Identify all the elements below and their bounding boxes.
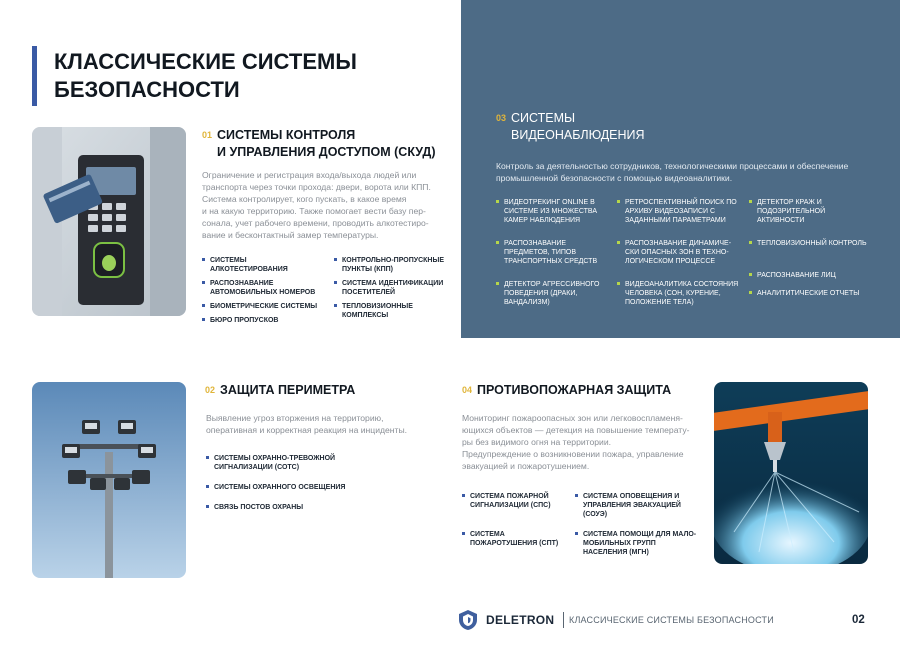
skud-list-left bbox=[202, 256, 320, 325]
video-list-col-2 bbox=[617, 198, 739, 307]
skud-title-line-1: СИСТЕМЫ КОНТРОЛЯ bbox=[217, 128, 356, 142]
desc-line: Система контролирует, кого пускать, в какое время bbox=[202, 194, 407, 204]
fire-list-left bbox=[462, 492, 562, 548]
list-item: БЮРО ПРОПУСКОВ bbox=[202, 316, 320, 325]
page-title-line-2: БЕЗОПАСНОСТИ bbox=[54, 77, 240, 102]
fire-sprinkler-photo bbox=[714, 382, 868, 564]
desc-line: Выявление угроз вторжения на территорию, bbox=[206, 413, 384, 423]
list-item: СИСТЕМА ПОЖАРОТУШЕНИЯ (СПТ) bbox=[462, 530, 562, 548]
list-item: РАСПОЗНАВАНИЕ ДИНАМИЧЕ-СКИ ОПАСНЫХ ЗОН В ТЕХНО-ЛОГИЧЕСКОМ ПРОЦЕССЕ bbox=[617, 239, 739, 266]
list-item: СИСТЕМА ПОМОЩИ ДЛЯ МАЛО-МОБИЛЬНЫХ ГРУПП НАСЕЛЕНИЯ (МГН) bbox=[575, 530, 699, 557]
section-number: 03 bbox=[496, 113, 507, 123]
perimeter-list bbox=[206, 454, 346, 512]
list-item: РАСПОЗНАВАНИЕ ЛИЦ bbox=[749, 271, 869, 280]
desc-line: сонала, учет рабочего времени, проводить алкотестиро- bbox=[202, 218, 429, 228]
brand-name: DELETRON bbox=[486, 613, 555, 627]
video-list-col-1 bbox=[496, 198, 608, 307]
perimeter-description bbox=[206, 412, 446, 436]
page-number: 02 bbox=[852, 614, 865, 626]
skud-list-right bbox=[334, 256, 450, 320]
skud-section-title bbox=[217, 127, 435, 161]
access-control-photo bbox=[32, 127, 186, 316]
list-item: СИСТЕМЫ ОХРАННО-ТРЕВОЖНОЙ СИГНАЛИЗАЦИИ (СОТС) bbox=[206, 454, 346, 472]
video-title-line-2: ВИДЕОНАБЛЮДЕНИЯ bbox=[511, 128, 645, 142]
footer-caption: КЛАССИЧЕСКИЕ СИСТЕМЫ БЕЗОПАСНОСТИ bbox=[569, 615, 774, 625]
fire-description bbox=[462, 412, 702, 472]
list-item: СИСТЕМА ПОЖАРНОЙ СИГНАЛИЗАЦИИ (СПС) bbox=[462, 492, 562, 510]
desc-line: ры без видимого огня на территории. bbox=[462, 437, 612, 447]
list-item: БИОМЕТРИЧЕСКИЕ СИСТЕМЫ bbox=[202, 302, 320, 311]
footer-divider bbox=[563, 612, 564, 628]
list-item: РАСПОЗНАВАНИЕ ПРЕДМЕТОВ, ТИПОВ ТРАНСПОРТНЫХ СРЕДСТВ bbox=[496, 239, 608, 266]
list-item: СВЯЗЬ ПОСТОВ ОХРАНЫ bbox=[206, 503, 346, 512]
list-item: ДЕТЕКТОР АГРЕССИВНОГО ПОВЕДЕНИЯ (ДРАКИ, ВАНДАЛИЗМ) bbox=[496, 280, 608, 307]
desc-line: Ограничение и регистрация входа/выхода людей или bbox=[202, 170, 417, 180]
list-item: СИСТЕМА ОПОВЕЩЕНИЯ И УПРАВЛЕНИЯ ЭВАКУАЦИЕЙ (СОУЭ) bbox=[575, 492, 699, 519]
perimeter-section-header bbox=[205, 382, 355, 399]
section-number: 01 bbox=[202, 130, 213, 140]
desc-line: Контроль за деятельностью сотрудников, технологическими процессами и обеспечение bbox=[496, 161, 849, 171]
desc-line: Мониторинг пожароопасных зон или легковоспламеня- bbox=[462, 413, 683, 423]
video-section-title bbox=[511, 110, 645, 144]
list-item: АНАЛИТИТИЧЕСКИЕ ОТЧЕТЫ bbox=[749, 289, 869, 298]
video-list-col-3 bbox=[749, 198, 869, 298]
page-title-line-1: КЛАССИЧЕСКИЕ СИСТЕМЫ bbox=[54, 49, 357, 74]
list-item: КОНТРОЛЬНО-ПРОПУСКНЫЕ ПУНКТЫ (КПП) bbox=[334, 256, 450, 274]
desc-line: оперативная и корректная реакция на инциденты. bbox=[206, 425, 408, 435]
list-item: СИСТЕМЫ ОХРАННОГО ОСВЕЩЕНИЯ bbox=[206, 483, 346, 492]
list-item: ТЕПЛОВИЗИОННЫЕ КОМПЛЕКСЫ bbox=[334, 302, 450, 320]
desc-line: эвакуацией и пожаротушением. bbox=[462, 461, 590, 471]
page-title bbox=[54, 48, 414, 104]
desc-line: транспорта через точки прохода: двери, ворота или КПП. bbox=[202, 182, 431, 192]
desc-line: ющихся объектов — детекция на повышение температу- bbox=[462, 425, 690, 435]
list-item: РАСПОЗНАВАНИЕ АВТОМОБИЛЬНЫХ НОМЕРОВ bbox=[202, 279, 320, 297]
video-title-line-1: СИСТЕМЫ bbox=[511, 111, 576, 125]
desc-line: промышленной безопасности с помощью видеоаналитики. bbox=[496, 173, 733, 183]
perimeter-section-title: ЗАЩИТА ПЕРИМЕТРА bbox=[220, 383, 356, 397]
video-description bbox=[496, 160, 876, 184]
title-accent-bar bbox=[32, 46, 37, 106]
list-item: СИСТЕМА ИДЕНТИФИКАЦИИ ПОСЕТИТЕЛЕЙ bbox=[334, 279, 450, 297]
list-item: ВИДЕОТРЕКИНГ ONLINE В СИСТЕМЕ ИЗ МНОЖЕСТВА КАМЕР НАБЛЮДЕНИЯ bbox=[496, 198, 608, 225]
list-item: РЕТРОСПЕКТИВНЫЙ ПОИСК ПО АРХИВУ ВИДЕОЗАПИСИ С ЗАДАННЫМИ ПАРАМЕТРАМИ bbox=[617, 198, 739, 225]
video-section-header bbox=[496, 110, 645, 144]
list-item: ДЕТЕКТОР КРАЖ И ПОДОЗРИТЕЛЬНОЙ АКТИВНОСТИ bbox=[749, 198, 869, 225]
desc-line: и на какую территорию. Также помогает вести базу пер- bbox=[202, 206, 426, 216]
list-item: ВИДЕОАНАЛИТИКА СОСТОЯНИЯ ЧЕЛОВЕКА (СОН, КУРЕНИЕ, ПОЛОЖЕНИЕ ТЕЛА) bbox=[617, 280, 739, 307]
list-item: СИСТЕМЫ АЛКОТЕСТИРОВАНИЯ bbox=[202, 256, 320, 274]
skud-description bbox=[202, 169, 457, 241]
section-number: 04 bbox=[462, 385, 473, 395]
list-item: ТЕПЛОВИЗИОННЫЙ КОНТРОЛЬ bbox=[749, 239, 869, 248]
skud-title-line-2: И УПРАВЛЕНИЯ ДОСТУПОМ (СКУД) bbox=[217, 145, 436, 159]
skud-section-header bbox=[202, 127, 435, 161]
desc-line: Предупреждение о возникновении пожара, управление bbox=[462, 449, 684, 459]
fire-section-title: ПРОТИВОПОЖАРНАЯ ЗАЩИТА bbox=[477, 383, 672, 397]
fire-section-header bbox=[462, 382, 671, 399]
deletron-logo-icon bbox=[458, 609, 478, 631]
fire-list-right bbox=[575, 492, 699, 557]
section-number: 02 bbox=[205, 385, 216, 395]
desc-line: вание и бесконтактный замер температуры. bbox=[202, 230, 379, 240]
perimeter-lights-photo bbox=[32, 382, 186, 578]
